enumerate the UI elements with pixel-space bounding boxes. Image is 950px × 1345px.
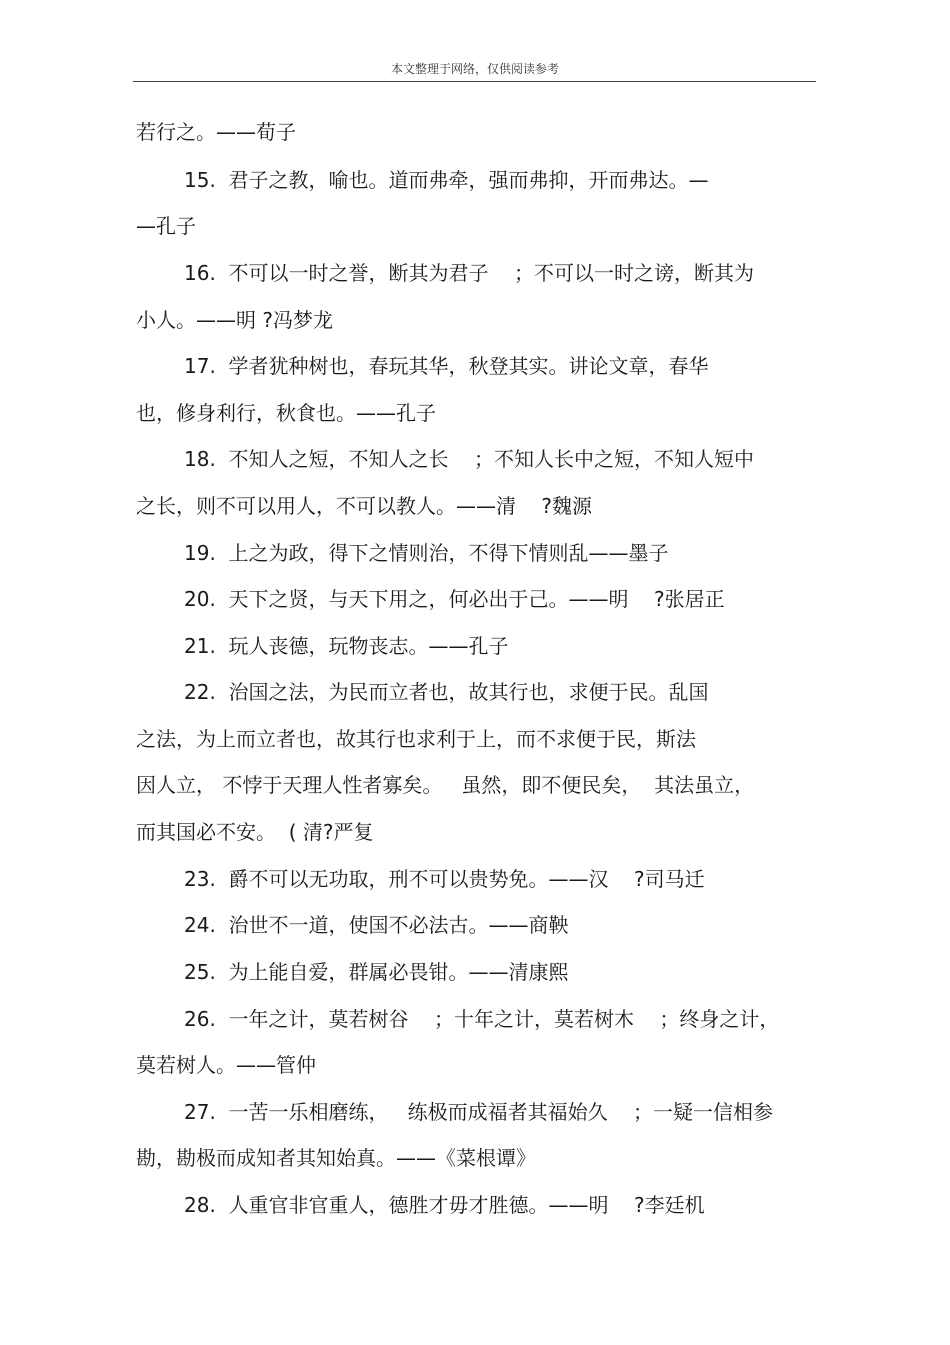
text-line: 21. 玩人丧德，玩物丧志。——孔子 bbox=[184, 634, 509, 658]
text-line: 25. 为上能自爱，群属必畏钳。——清康熙 bbox=[184, 960, 569, 984]
text-line: —孔子 bbox=[136, 214, 196, 238]
text-line: 17. 学者犹种树也，春玩其华，秋登其实。讲论文章，春华 bbox=[184, 354, 709, 378]
text-line: 19. 上之为政，得下之情则治，不得下情则乱——墨子 bbox=[184, 541, 669, 565]
text-line: 16. 不可以一时之誉，断其为君子 ；不可以一时之谤，断其为 bbox=[184, 261, 754, 285]
text-line: 而其国必不安。 ( 清?严复 bbox=[136, 820, 374, 844]
text-line: 也，修身利行，秋食也。——孔子 bbox=[136, 401, 436, 425]
text-line: 18. 不知人之短，不知人之长 ；不知人长中之短，不知人短中 bbox=[184, 447, 754, 471]
text-line: 24. 治世不一道，使国不必法古。——商鞅 bbox=[184, 913, 569, 937]
text-line: 小人。——明 ?冯梦龙 bbox=[136, 308, 333, 332]
text-line: 27. 一苦一乐相磨练， 练极而成福者其福始久 ；一疑一信相参 bbox=[184, 1100, 774, 1124]
text-line: 15. 君子之教，喻也。道而弗牵，强而弗抑，开而弗达。— bbox=[184, 168, 709, 192]
page-header: 本文整理于网络，仅供阅读参考 bbox=[390, 62, 559, 76]
text-line: 勘，勘极而成知者其知始真。——《菜根谭》 bbox=[136, 1146, 536, 1170]
text-line: 26. 一年之计，莫若树谷 ；十年之计，莫若树木 ；终身之计， bbox=[184, 1007, 780, 1031]
text-line: 28. 人重官非官重人，德胜才毋才胜德。——明 ?李廷机 bbox=[184, 1193, 705, 1217]
text-line: 因人立， 不悖于天理人性者寡矣。 虽然，即不便民矣， 其法虽立， bbox=[136, 773, 755, 797]
header-rule bbox=[133, 81, 816, 82]
text-line: 22. 治国之法，为民而立者也，故其行也，求便于民。乱国 bbox=[184, 680, 709, 704]
text-line: 之长，则不可以用人，不可以教人。——清 ?魏源 bbox=[136, 494, 593, 518]
text-line: 之法，为上而立者也，故其行也求利于上，而不求便于民，斯法 bbox=[136, 727, 696, 751]
text-line: 莫若树人。——管仲 bbox=[136, 1053, 316, 1077]
text-line: 23. 爵不可以无功取，刑不可以贵势免。——汉 ?司马迁 bbox=[184, 867, 705, 891]
text-line: 若行之。——荀子 bbox=[136, 120, 296, 144]
text-line: 20. 天下之贤，与天下用之，何必出于己。——明 ?张居正 bbox=[184, 587, 725, 611]
